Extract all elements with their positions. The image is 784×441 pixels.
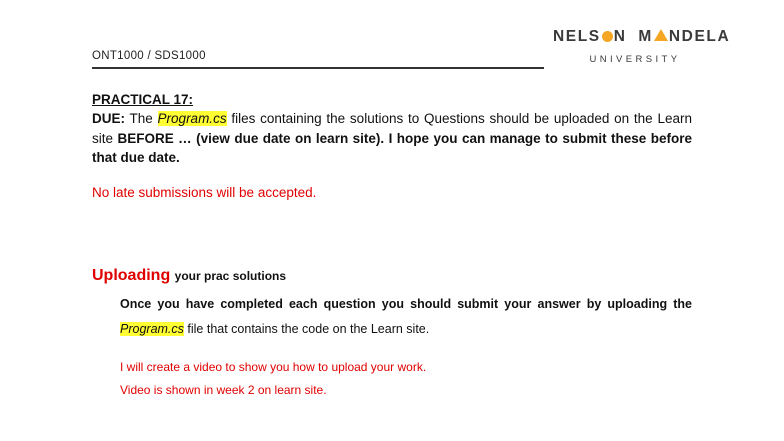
late-submission-notice: No late submissions will be accepted. xyxy=(92,185,317,200)
due-bold-text: BEFORE … (view due date on learn site). I hope you can manage to submit these before that due date. xyxy=(92,130,692,165)
upload-instructions xyxy=(120,292,692,342)
program-file-highlight: Program.cs xyxy=(157,111,227,126)
due-label: DUE: xyxy=(92,111,125,126)
instruction-bold: Once you have completed each question you should submit your answer by uploading the xyxy=(120,297,692,311)
due-paragraph xyxy=(92,109,692,168)
practical-title: PRACTICAL 17: xyxy=(92,92,194,107)
uploading-heading-rest: your prac solutions xyxy=(174,269,287,283)
uploading-heading-word: Uploading xyxy=(92,267,171,284)
logo-wordmark: NELS N M NDELA xyxy=(553,28,731,45)
video-week-note: Video is shown in week 2 on learn site. xyxy=(120,383,327,397)
due-text-middle: files containing the solutions to Questions should be uploaded on the Learn site xyxy=(92,111,692,146)
due-text-start: The xyxy=(129,111,153,126)
course-code: ONT1000 / SDS1000 xyxy=(92,50,206,62)
header-divider xyxy=(92,67,544,69)
video-note: I will create a video to show you how to upload your work. xyxy=(120,360,427,374)
logo-triangle-icon xyxy=(654,29,668,41)
uploading-heading xyxy=(92,267,286,285)
logo-dot-icon xyxy=(602,31,613,42)
program-file-highlight-2: Program.cs xyxy=(120,322,184,336)
university-logo xyxy=(553,28,731,65)
logo-subtitle: UNIVERSITY xyxy=(589,54,681,65)
instruction-rest: file that contains the code on the Learn site. xyxy=(187,322,430,336)
